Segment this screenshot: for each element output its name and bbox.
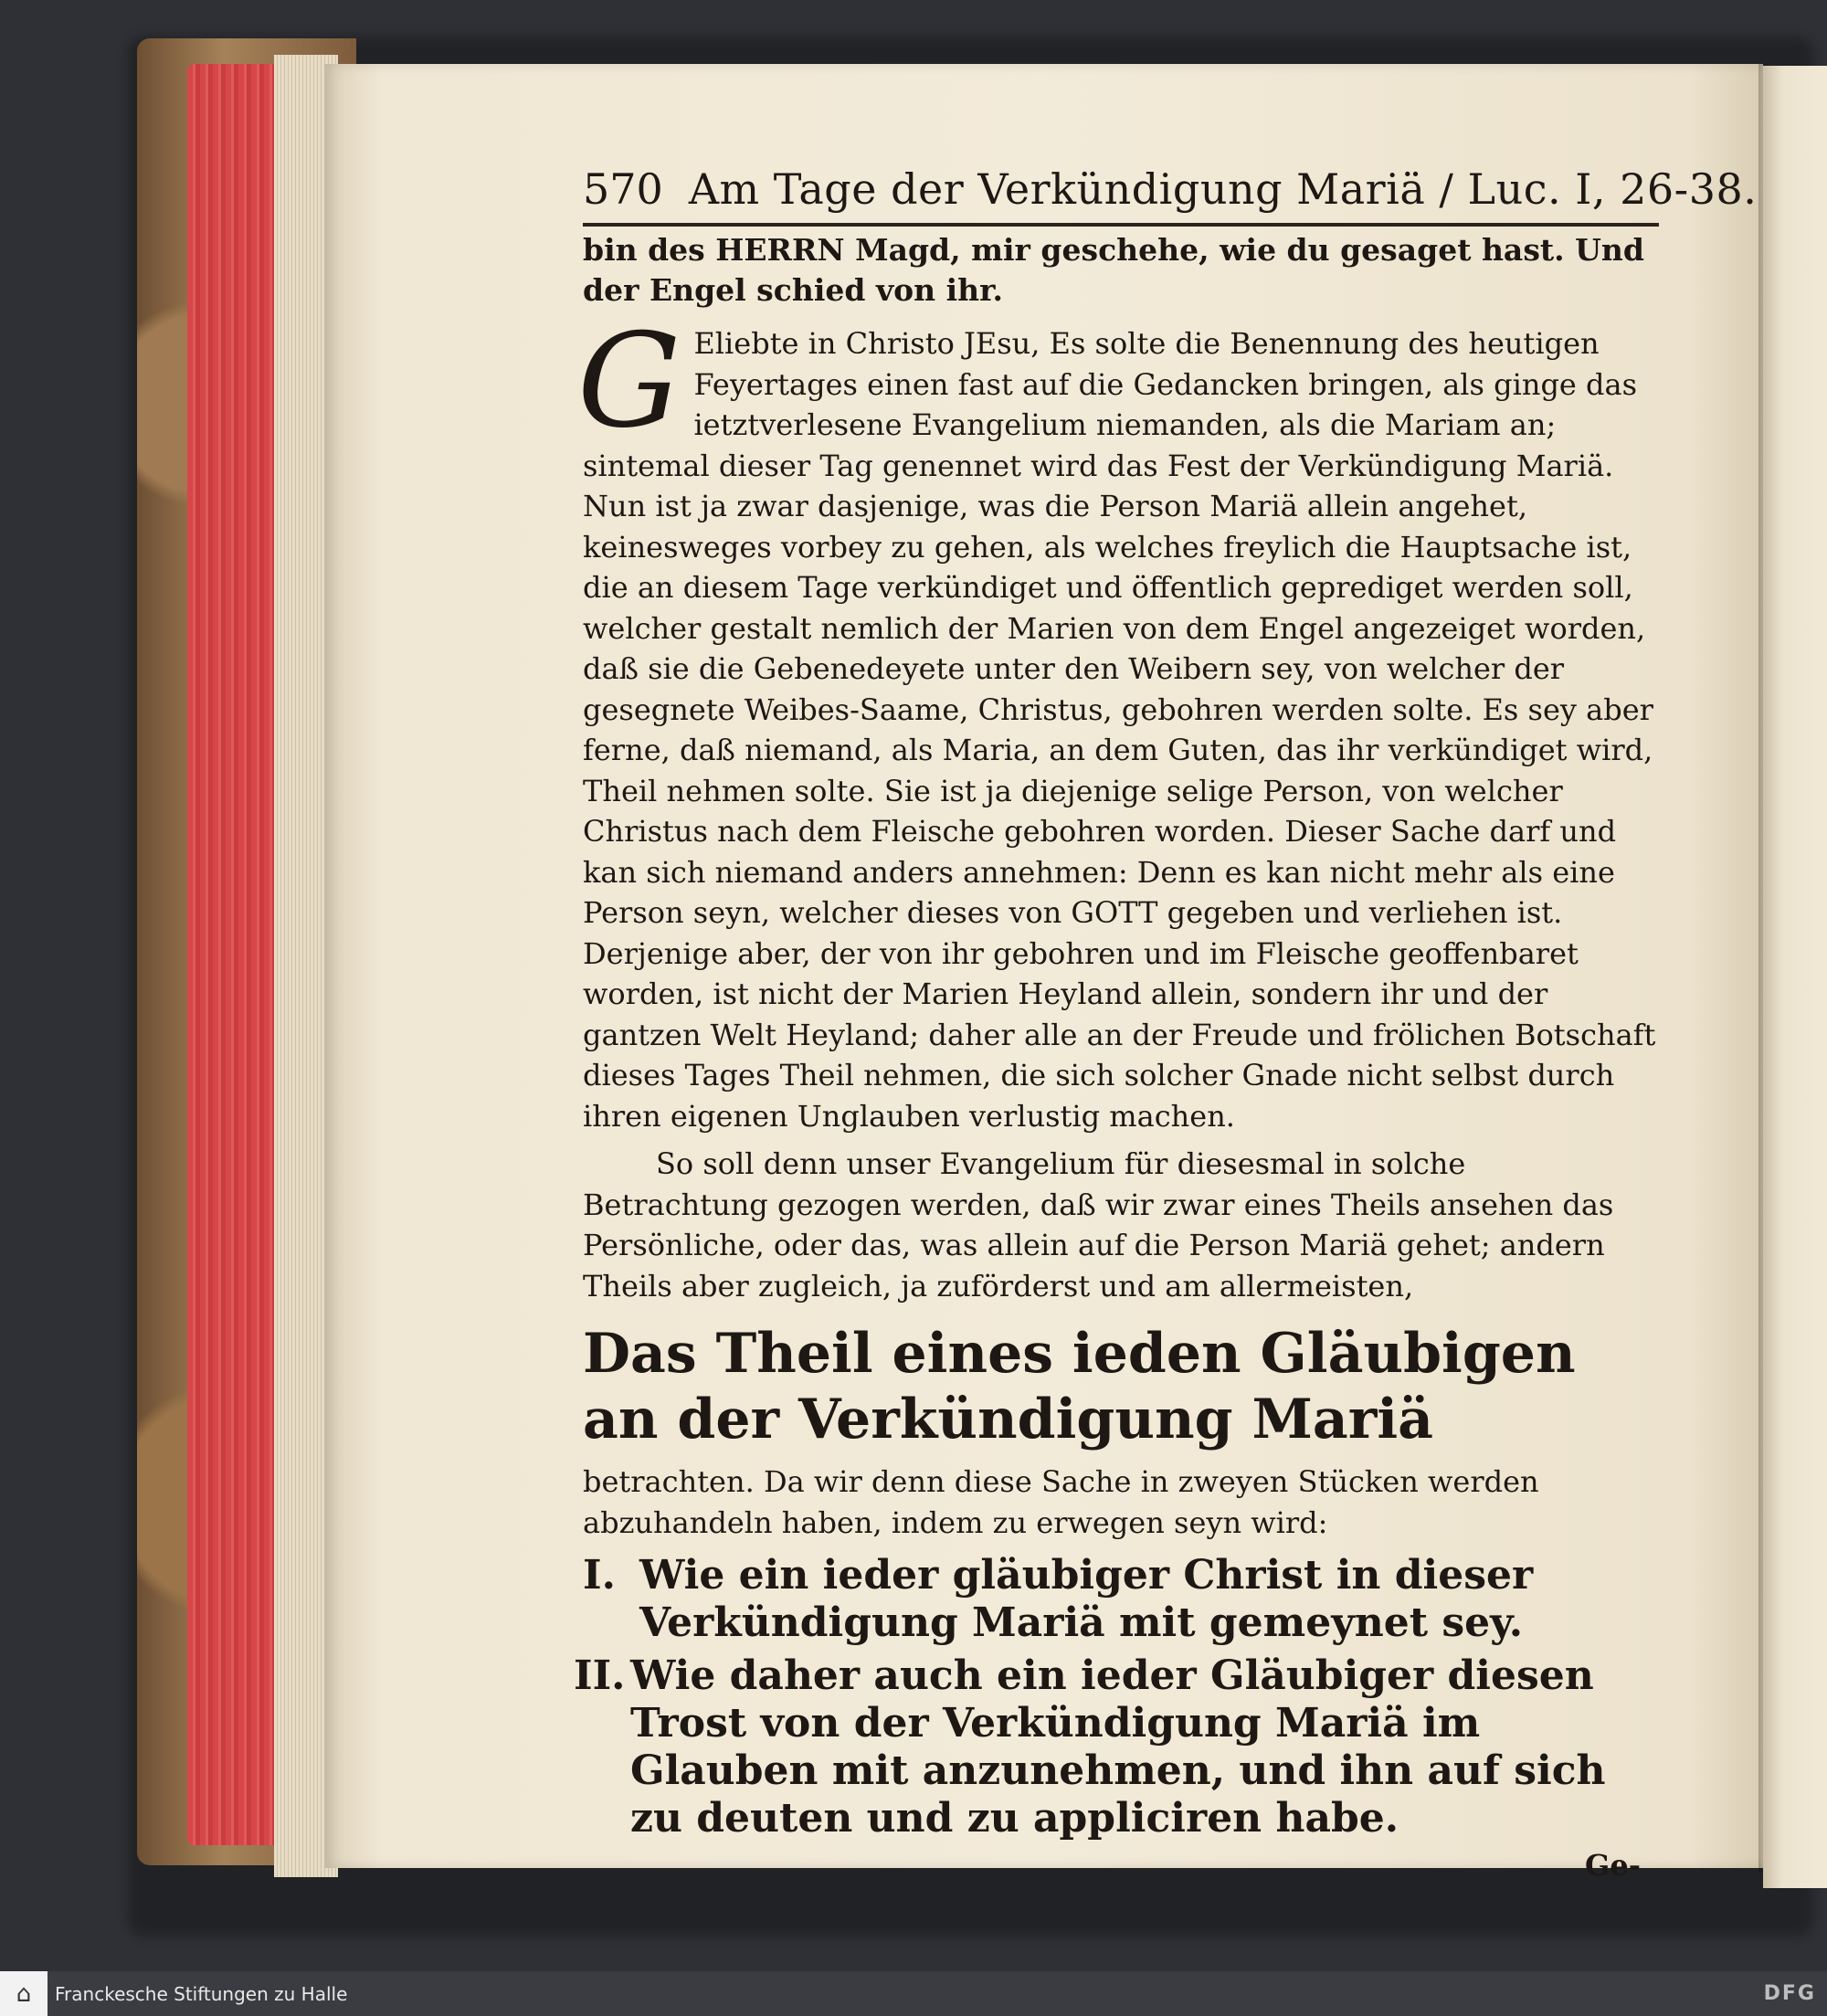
page-header [583, 164, 1758, 214]
footer-bar [0, 1971, 1827, 2016]
page-text [574, 164, 1758, 1883]
paragraph-1-text: Eliebte in Christo JEsu, Es solte die Benennung des heutigen Feyertages einen fast auf die Gedancken bringen, als ginge das ietztverlesene Evangelium niemanden, als die Mariam an; sintemal dieser Tag genennet wird das Fest der Verkündigung Mariä. Nun ist ja zwar dasjenige, was die Person Mariä allein angehet, keinesweges vorbey zu gehen, als welches freylich die Hauptsache ist, die an diesem Tage verkündiget und öffentlich geprediget werden soll, welcher gestalt nemlich der Marien von dem Engel angezeiget worden, daß sie die Gebenedeyete unter den Weibern sey, von welcher der gesegnete Weibes-Saame, Christus, gebohren werden solte. Es sey aber ferne, daß niemand, als Maria, an dem Guten, das ihr verkündiget wird, Theil nehmen solte. Sie ist ja diejenige selige Person, von welcher Christus nach dem Fleische gebohren worden. Dieser Sache darf und kan sich niemand anders annehmen: Denn es kan nicht mehr als eine Person seyn, welcher dieses von GOTT gegeben und verliehen ist. Derjenige aber, der von ihr gebohren und im Fleische geoffenbaret worden, ist nicht der Marien Heyland allein, sondern ihr und der gantzen Welt Heyland; daher alle an der Freude und frölichen Botschaft dieses Tages Theil nehmen, die sich solcher Gnade nicht selbst durch ihren eigenen Unglauben verlustig machen. [583, 326, 1656, 1134]
point-text: Wie ein ieder gläubiger Christ in dieser Verkündigung Mariä mit gemeynet sey. [639, 1552, 1534, 1646]
institution-name[interactable]: Franckesche Stiftungen zu Halle [55, 1982, 348, 2005]
paragraph-1 [577, 306, 1659, 1136]
point-number: II. [574, 1652, 626, 1699]
catchword: Ge- [1585, 1848, 1641, 1883]
verse-line: bin des HERRN Magd, mir geschehe, wie du gesaget hast. Und der Engel schied von ihr. [583, 232, 1644, 308]
paragraph-3: betrachten. Da wir denn diese Sache in zweyen Stücken werden abzuhandeln haben, indem zu erwegen seyn wird: [583, 1464, 1539, 1540]
header-rule [583, 223, 1659, 227]
running-title: Am Tage der Verkündigung Mariä / Luc. I, 26-38. [688, 164, 1758, 214]
building-icon[interactable]: ⌂ [0, 1971, 48, 2016]
dfg-logo: DFG [1763, 1982, 1816, 2005]
facing-page-edge [1763, 66, 1827, 1888]
sermon-theme: Das Theil eines ieden Gläubigen an der Verkündigung Mariä [583, 1322, 1576, 1451]
paragraph-2: So soll denn unser Evangelium für diesesmal in solche Betrachtung gezogen werden, daß wir zwar eines Theils ansehen das Persönliche, oder das, was allein auf die Person Mariä gehet; andern Theils aber zugleich, ja zuförderst und am allermeisten, [583, 1146, 1614, 1304]
point-item [583, 1552, 1659, 1647]
drop-cap-initial: G [577, 306, 681, 457]
point-text: Wie daher auch ein ieder Gläubiger diesen Trost von der Verkündigung Mariä im Glauben mit anzunehmen, und ihn auf sich zu deuten und zu appliciren habe. [630, 1652, 1606, 1842]
point-number: I. [583, 1552, 616, 1599]
point-item [574, 1652, 1659, 1842]
page-number: 570 [583, 164, 663, 214]
sermon-points [574, 1552, 1659, 1842]
